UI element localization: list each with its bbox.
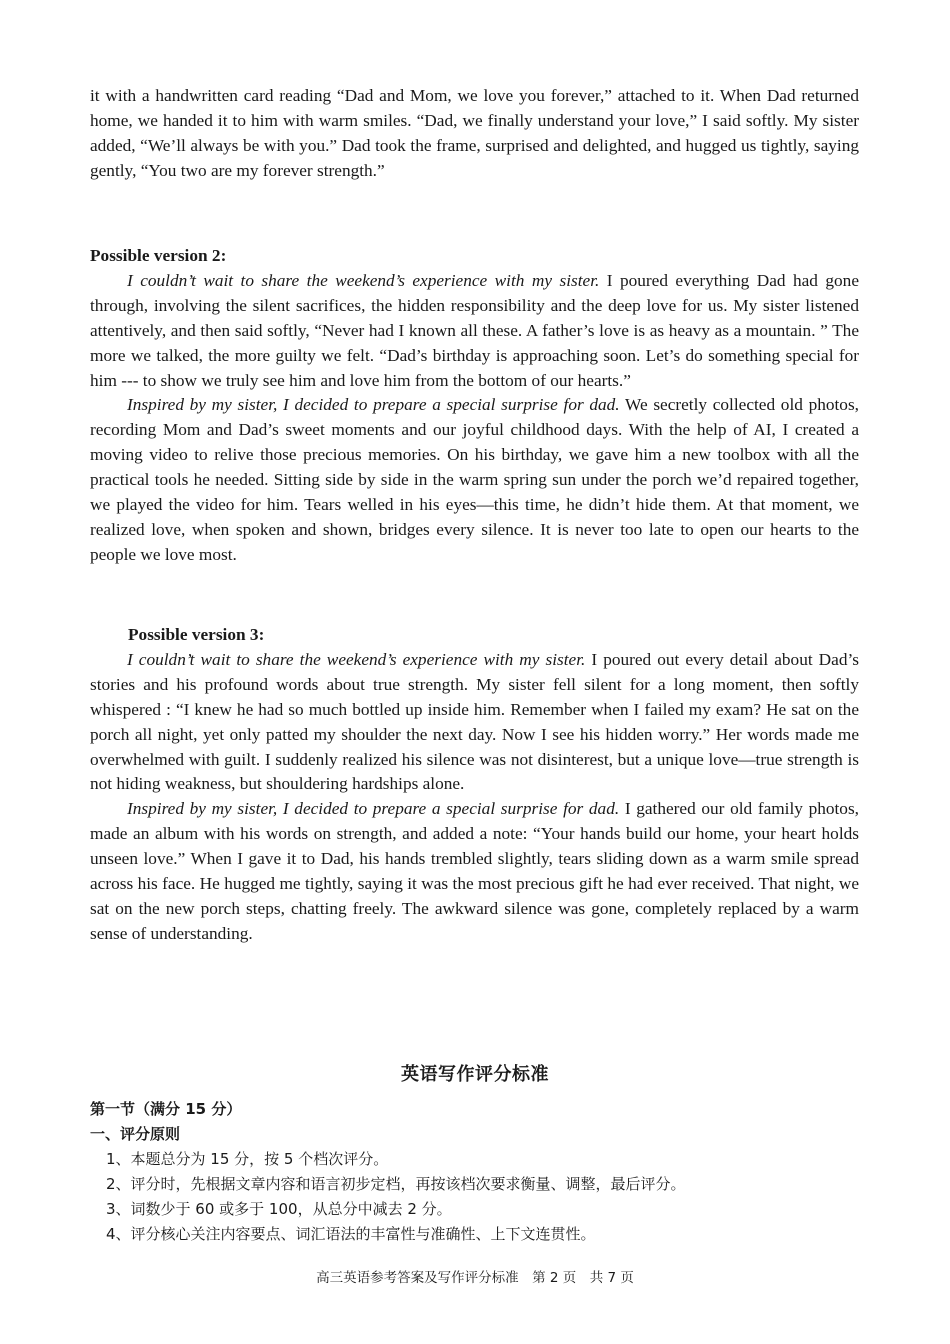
version-3-section bbox=[90, 623, 859, 947]
version-3-p2-rest: I gathered our old family photos, made an album with his words on strength, and added a note: “Your hands build our home, your heart holds unseen love.” When I gave it to Dad, his hands trembled slightly, tears sliding down as a warm smile spread across his face. He hugged me tightly, saying it was the most precious gift he had ever received. That night, we sat on the new porch steps, chatting freely. The awkward silence was gone, completely replaced by a warm sense of understanding. bbox=[90, 799, 859, 943]
version-2-paragraph-1 bbox=[90, 269, 859, 394]
version-2-paragraph-2 bbox=[90, 393, 859, 567]
rubric-section-heading: 第一节（满分 15 分） bbox=[90, 1100, 242, 1118]
version-2-heading: Possible version 2: bbox=[90, 246, 227, 265]
version-3-p1-rest: I poured out every detail about Dad’s stories and his profound words about true strength. My sister fell silent for a long moment, then softly whispered : “I knew he had so much bottled up inside him. Remember when I failed my exam? He sat on the porch all night, yet only patted my shoulder the next day. Now I see his hidden worry.” Her words made me overwhelmed with guilt. I suddenly realized his silence was not disinterest, but a unique love—true strength is not hiding weakness, but shouldering hardships alone. bbox=[90, 649, 860, 794]
version-3-p2-lead: Inspired by my sister, I decided to prepare a special surprise for dad. bbox=[127, 799, 620, 819]
opening-paragraph-block bbox=[90, 84, 859, 184]
rubric-item-1: 1、本题总分为 15 分，按 5 个档次评分。 bbox=[106, 1150, 389, 1168]
version-3-paragraph-2 bbox=[90, 797, 859, 946]
rubric-principles-heading: 一、评分原则 bbox=[90, 1125, 181, 1143]
version-3-heading: Possible version 3: bbox=[128, 625, 265, 644]
rubric-title: 英语写作评分标准 bbox=[401, 1064, 549, 1085]
version-2-p2-lead: Inspired by my sister, I decided to prepare a special surprise for dad. bbox=[127, 395, 620, 415]
rubric-item-4: 4、评分核心关注内容要点、词汇语法的丰富性与准确性、上下文连贯性。 bbox=[106, 1225, 596, 1243]
version-2-section bbox=[90, 244, 859, 568]
rubric-section bbox=[90, 1097, 859, 1247]
page-footer: 高三英语参考答案及写作评分标准 第 2 页 共 7 页 bbox=[316, 1270, 634, 1286]
version-2-p1-rest: I poured everything Dad had gone through, involving the silent sacrifices, the hidden responsibility and the deep love for us. My sister listened attentively, and then said softly, “Never had I known all these. A father’s love is as heavy as a mountain. ” The more we talked, the more guilty we felt. “Dad’s birthday is approaching soon. Let’s do something special for him --- to show we truly see him and love him from the bottom of our hearts.” bbox=[90, 270, 859, 390]
rubric-item-3: 3、词数少于 60 或多于 100，从总分中减去 2 分。 bbox=[106, 1200, 452, 1218]
version-3-paragraph-1 bbox=[90, 648, 859, 797]
version-3-p1-lead: I couldn’t wait to share the weekend’s experience with my sister. bbox=[127, 649, 586, 669]
version-2-p1-lead: I couldn’t wait to share the weekend’s experience with my sister. bbox=[127, 270, 600, 290]
version-2-p2-rest: We secretly collected old photos, recording Mom and Dad’s sweet moments and our joyful childhood days. With the help of AI, I created a moving video to relive those precious memories. On his birthday, we gave him a new toolbox with all the practical tools he needed. Sitting side by side in the warm spring sun under the porch we’d repaired together, we played the video for him. Tears welled in his eyes—this time, he didn’t hide them. At that moment, we realized love, when spoken and shown, bridges every silence. It is never too late to open our hearts to the people we love most. bbox=[90, 395, 859, 564]
opening-paragraph: it with a handwritten card reading “Dad and Mom, we love you forever,” attached to it. When Dad returned home, we handed it to him with warm smiles. “Dad, we finally understand your love,” I said softly. My sister added, “We’ll always be with you.” Dad took the frame, surprised and delighted, and hugged us tightly, saying gently, “You two are my forever strength.” bbox=[90, 86, 859, 180]
rubric-item-2: 2、评分时，先根据文章内容和语言初步定档，再按该档次要求衡量、调整，最后评分。 bbox=[106, 1175, 686, 1193]
